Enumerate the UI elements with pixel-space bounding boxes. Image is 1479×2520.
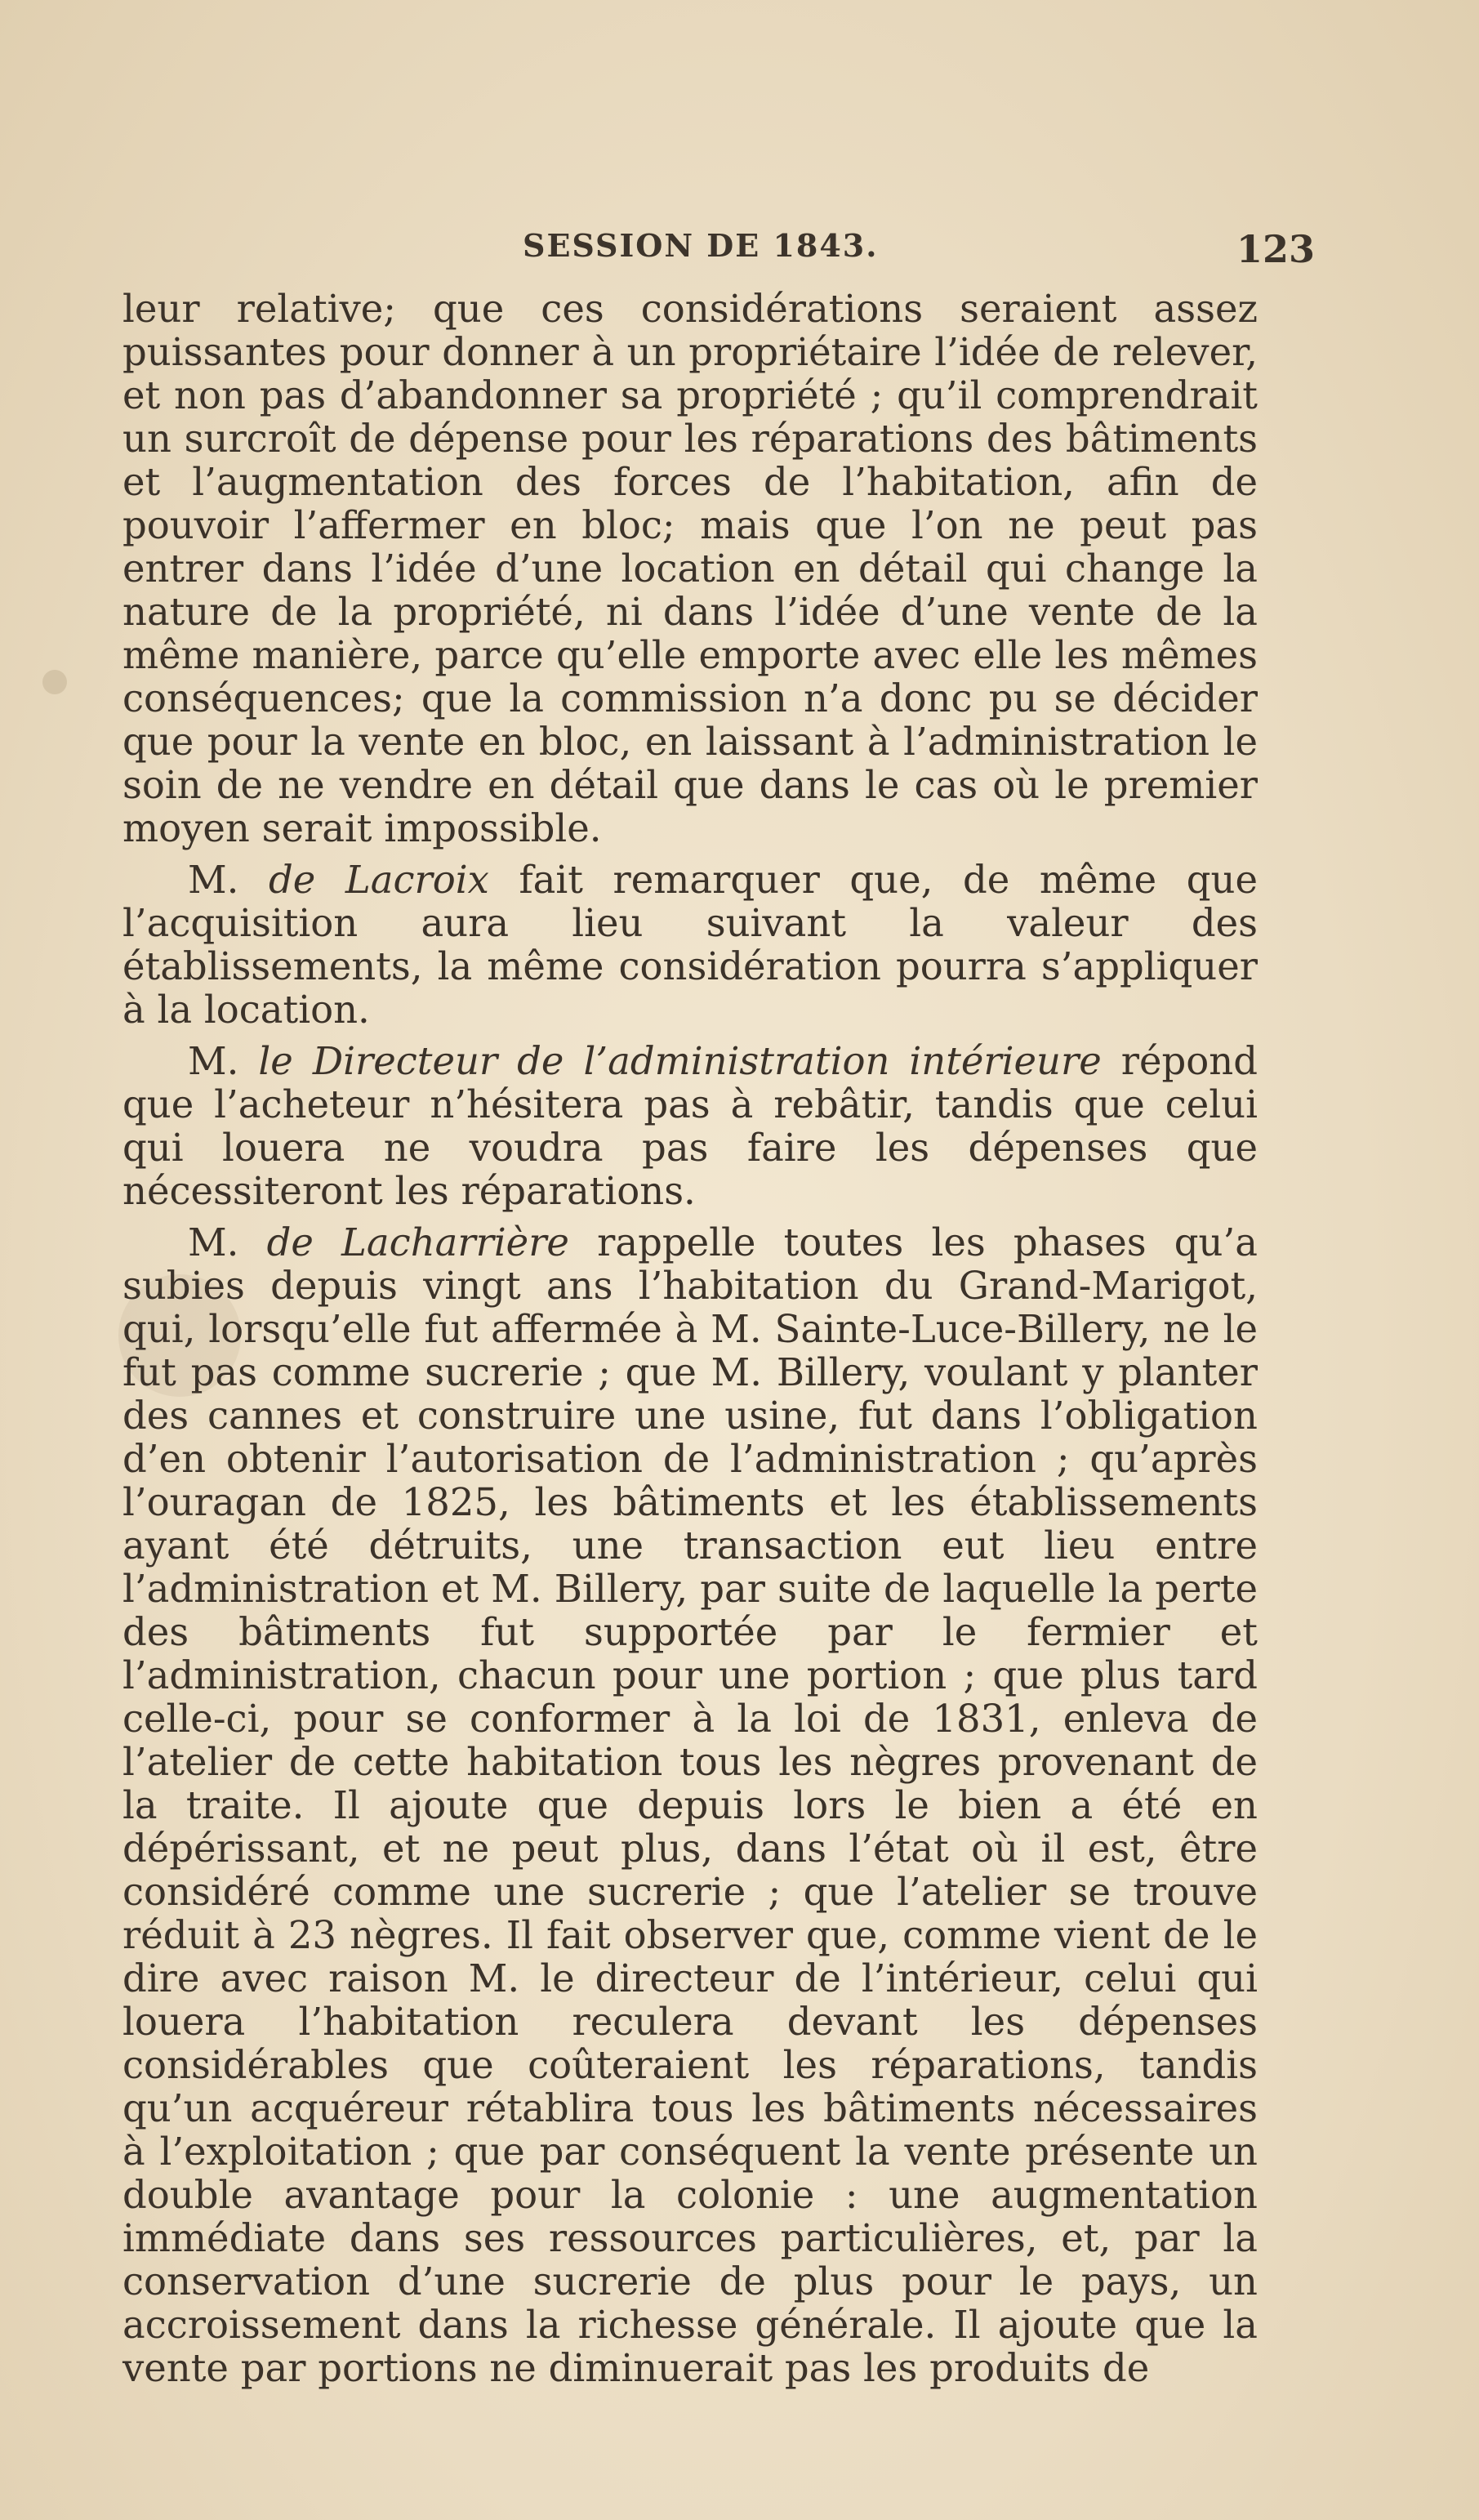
page-number: 123	[1236, 227, 1315, 271]
paragraph-text: rappelle toutes les phases qu’a subies depuis vingt ans l’habitation du Grand-Marigot, qui, lorsqu’elle fut affermée à M. Sainte-Luce-Billery, ne le fut pas comme sucrerie ; que M. Billery, voulant y planter des cannes et construire une usine, fut dans l’obligation d’en obtenir l’autorisation de l’administration ; qu’après l’ouragan de 1825, les bâtiments et les établissements ayant été détruits, une transaction eut lieu entre l’administration et M. Billery, par suite de laquelle la perte des bâtiments fut supportée par le fermier et l’administration, chacun pour une portion ; que plus tard celle-ci, pour se conformer à la loi de 1831, enleva de l’atelier de cette habitation tous les nègres provenant de la traite. Il ajoute que depuis lors le bien a été en dépérissant, et ne peut plus, dans l’état où il est, être considéré comme une sucrerie ; que l’atelier se trouve réduit à 23 nègres. Il fait observer que, comme vient de le dire avec raison M. le directeur de l’intérieur, celui qui louera l’habitation reculera devant les dépenses considérables que coûteraient les réparations, tandis qu’un acquéreur rétablira tous les bâtiments nécessaires à l’exploitation ; que par conséquent la vente présente un double avantage pour la colonie : une augmentation immédiate dans ses ressources particulières, et, par la conservation d’une sucrerie de plus pour le pays, un accroissement dans la richesse générale. Il ajoute que la vente par portions ne diminuerait pas les produits de	[123, 1220, 1258, 2390]
speaker-prefix: M.	[188, 1220, 267, 1264]
paragraph-directeur	[123, 1040, 1258, 1213]
speaker-name: de Lacroix	[269, 858, 489, 902]
foxing-spot	[42, 670, 67, 694]
paragraph-text: leur relative; que ces considérations seraient assez puissantes pour donner à un propriétaire l’idée de relever, et non pas d’abandonner sa propriété ; qu’il comprendrait un surcroît de dépense pour les réparations des bâtiments et l’augmentation des forces de l’habitation, afin de pouvoir l’affermer en bloc; mais que l’on ne peut pas entrer dans l’idée d’une location en détail qui change la nature de la propriété, ni dans l’idée d’une vente de la même manière, parce qu’elle emporte avec elle les mêmes conséquences; que la commission n’a donc pu se décider que pour la vente en bloc, en laissant à l’administration le soin de ne vendre en détail que dans le cas où le premier moyen serait impossible.	[123, 287, 1258, 850]
paragraph-de-lacroix	[123, 859, 1258, 1032]
paragraph-de-lacharriere	[123, 1221, 1258, 2390]
paragraph-continuation	[123, 288, 1258, 850]
speaker-name: de Lacharrière	[266, 1220, 569, 1264]
page-header	[123, 227, 1315, 276]
speaker-prefix: M.	[188, 858, 269, 902]
speaker-name: le Directeur de l’administration intérieure	[258, 1039, 1102, 1083]
speaker-prefix: M.	[188, 1039, 259, 1083]
running-head: SESSION DE 1843.	[523, 227, 879, 264]
body-text	[123, 288, 1258, 2390]
paragraph-text: fait remarquer que, de même que l’acquisition aura lieu suivant la valeur des établissements, la même considération pourra s’appliquer à la location.	[123, 858, 1258, 1032]
paragraph-text: répond que l’acheteur n’hésitera pas à rebâtir, tandis que celui qui louera ne voudra pas faire les dépenses que nécessiteront les réparations.	[123, 1039, 1258, 1213]
